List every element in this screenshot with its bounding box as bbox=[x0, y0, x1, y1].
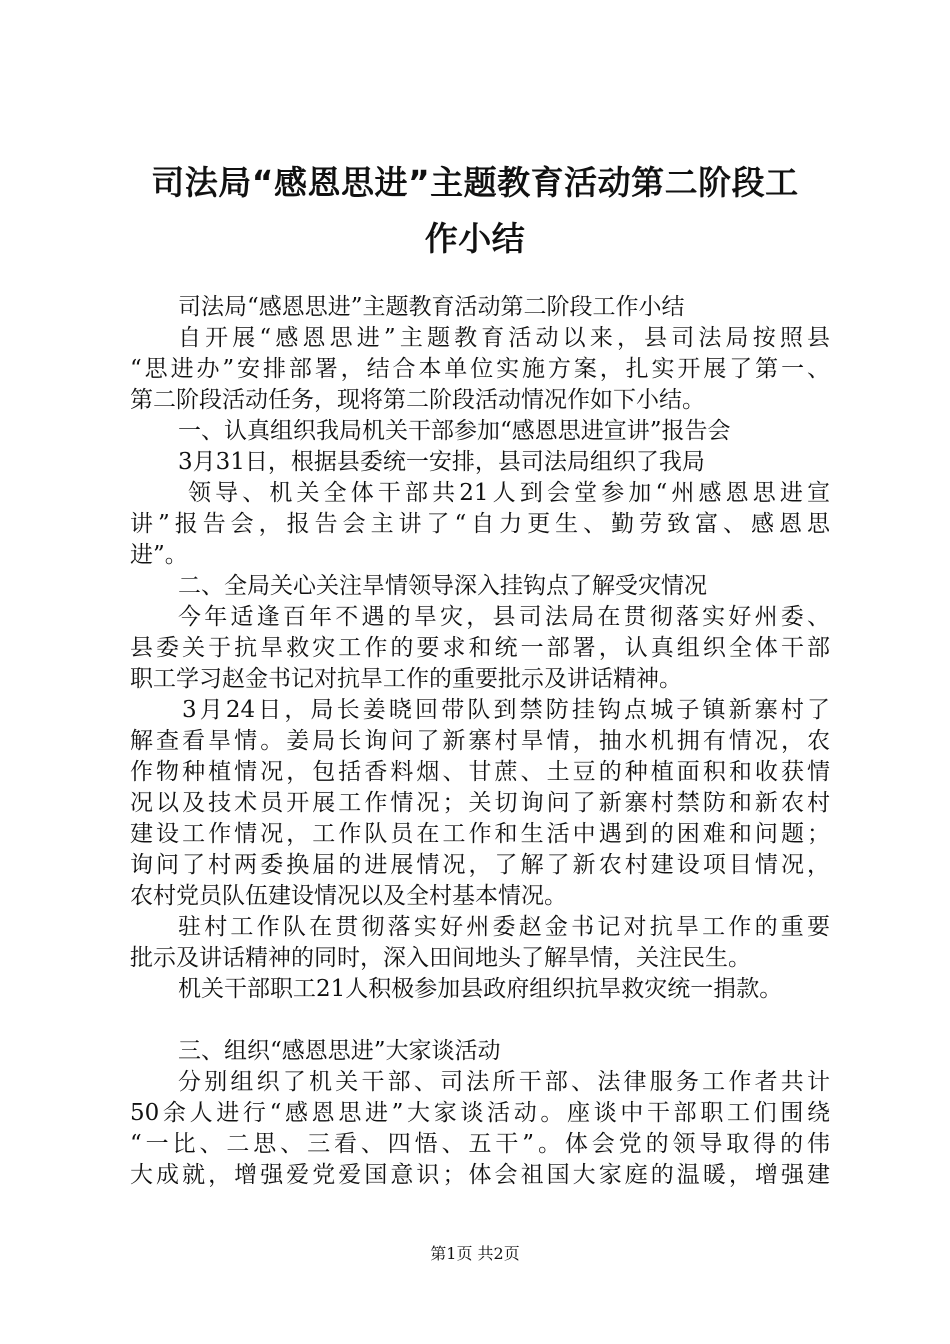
body-line: 50余人进行“感恩思进”大家谈活动。座谈中干部职工们围绕 bbox=[130, 1100, 830, 1126]
body-line: 分别组织了机关干部、司法所干部、法律服务工作者共计 bbox=[178, 1069, 830, 1095]
body-line: 农村党员队伍建设情况以及全村基本情况。 bbox=[130, 883, 567, 909]
body-line: 3月24日，局长姜晓回带队到禁防挂钩点城子镇新寨村了 bbox=[182, 697, 830, 723]
body-line: 况以及技术员开展工作情况；关切询问了新寨村禁防和新农村 bbox=[130, 790, 830, 816]
body-line: 机关干部职工21人积极参加县政府组织抗旱救灾统一捐款。 bbox=[178, 976, 783, 1002]
section-heading: 一、认真组织我局机关干部参加“感恩思进宣讲”报告会 bbox=[178, 418, 731, 444]
body-line: 今年适逢百年不遇的旱灾，县司法局在贯彻落实好州委、 bbox=[178, 604, 830, 630]
body-line: 3月31日，根据县委统一安排，县司法局组织了我局 bbox=[178, 449, 705, 475]
body-line: 建设工作情况，工作队员在工作和生活中遇到的困难和问题； bbox=[130, 821, 830, 847]
section-heading: 二、全局关心关注旱情领导深入挂钩点了解受灾情况 bbox=[178, 573, 707, 599]
document-title-line-2: 作小结 bbox=[424, 219, 526, 258]
section-heading: 三、组织“感恩思进”大家谈活动 bbox=[178, 1038, 501, 1064]
body-line: 领导、机关全体干部共21人到会堂参加“州感恩思进宣 bbox=[188, 480, 830, 506]
body-line: 作物种植情况，包括香料烟、甘蔗、土豆的种植面积和收获情 bbox=[130, 759, 830, 785]
body-line: 县委关于抗旱救灾工作的要求和统一部署，认真组织全体干部 bbox=[130, 635, 830, 661]
body-line: 批示及讲话精神的同时，深入田间地头了解旱情，关注民生。 bbox=[130, 945, 751, 971]
page-footer: 第1页 共2页 bbox=[430, 1244, 520, 1263]
body-line: 驻村工作队在贯彻落实好州委赵金书记对抗旱工作的重要 bbox=[178, 914, 830, 940]
body-line: 进”。 bbox=[130, 542, 188, 568]
body-line: 职工学习赵金书记对抗旱工作的重要批示及讲话精神。 bbox=[130, 666, 682, 692]
document-body bbox=[130, 292, 835, 1191]
body-line: 大成就，增强爱党爱国意识；体会祖国大家庭的温暖，增强建 bbox=[130, 1162, 830, 1188]
body-line: “思进办”安排部署，结合本单位实施方案，扎实开展了第一、 bbox=[130, 356, 830, 382]
blank-line bbox=[130, 1005, 835, 1036]
document-title-line-1: 司法局“感恩思进”主题教育活动第二阶段工 bbox=[151, 163, 799, 202]
body-line: 司法局“感恩思进”主题教育活动第二阶段工作小结 bbox=[178, 294, 685, 320]
body-line: 第二阶段活动任务，现将第二阶段活动情况作如下小结。 bbox=[130, 387, 705, 413]
body-line: 解查看旱情。姜局长询问了新寨村旱情，抽水机拥有情况，农 bbox=[130, 728, 830, 754]
body-line: “一比、二思、三看、四悟、五干”。体会党的领导取得的伟 bbox=[130, 1131, 830, 1157]
body-line: 自开展“感恩思进”主题教育活动以来，县司法局按照县 bbox=[178, 325, 830, 351]
body-line: 讲”报告会，报告会主讲了“自力更生、勤劳致富、感恩思 bbox=[130, 511, 830, 537]
body-line: 询问了村两委换届的进展情况，了解了新农村建设项目情况， bbox=[130, 852, 830, 878]
